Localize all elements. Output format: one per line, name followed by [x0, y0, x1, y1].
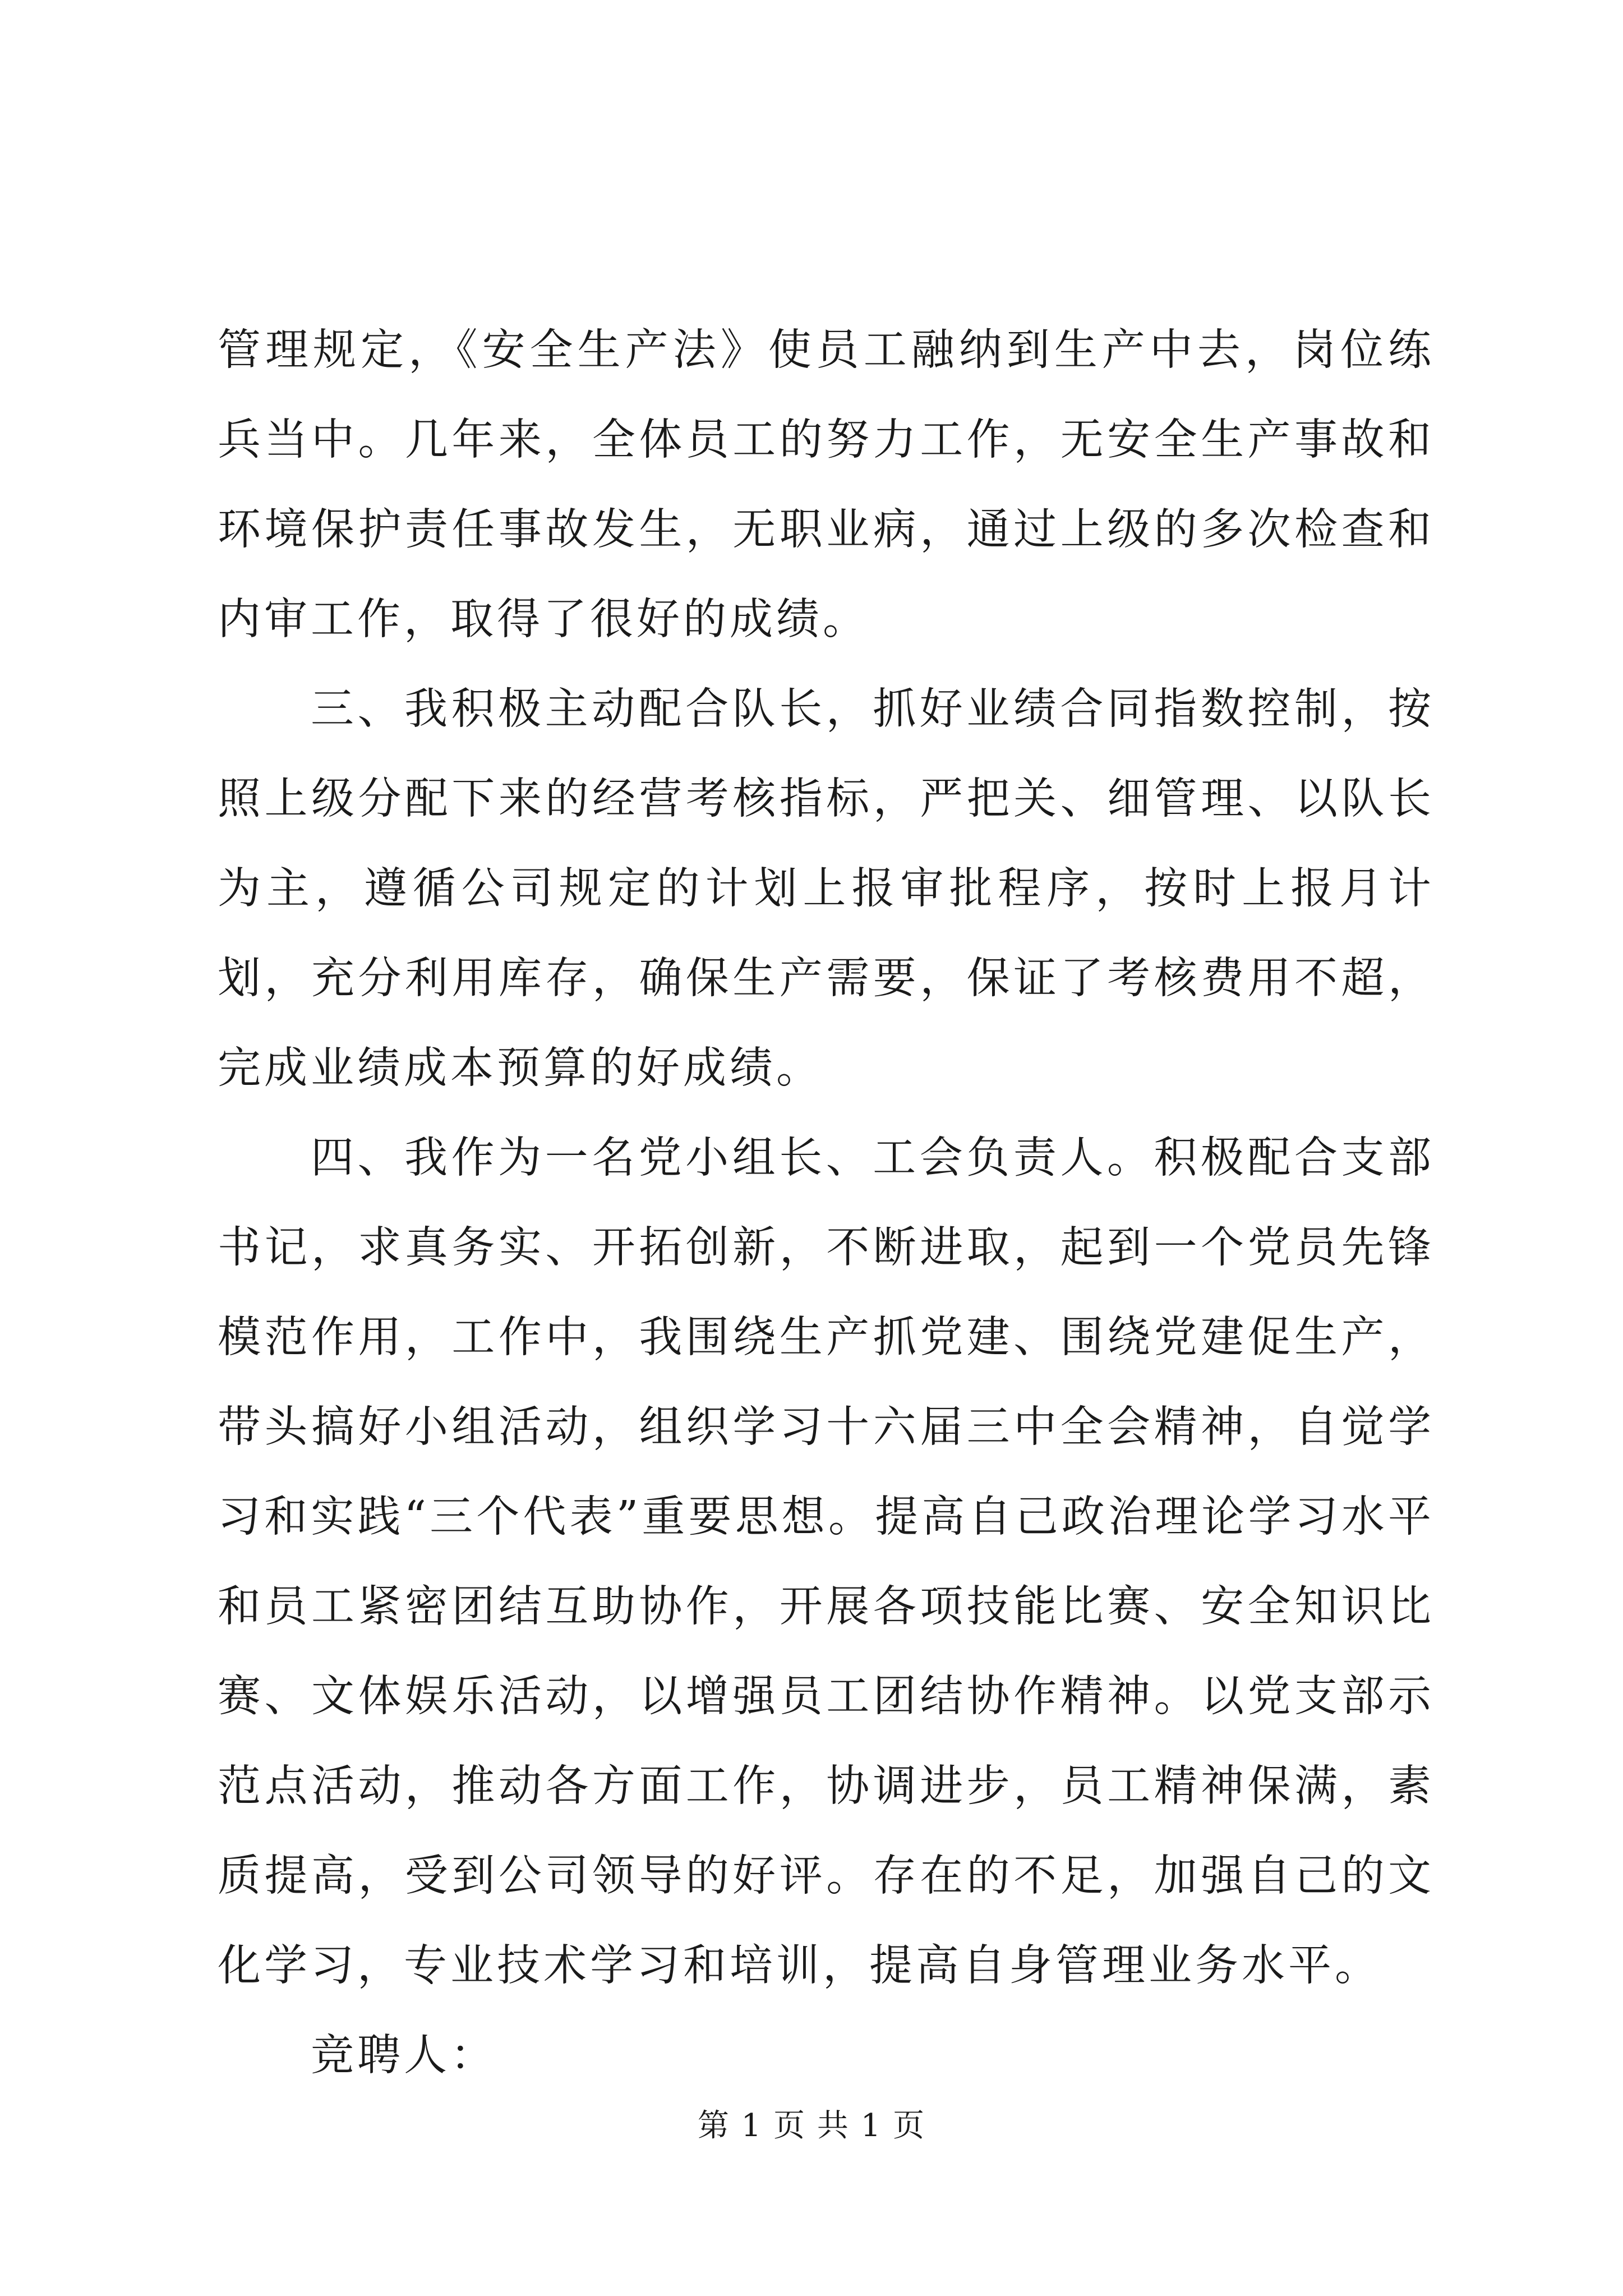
page-footer: 第 1 页 共 1 页 — [697, 2108, 926, 2144]
signature-label: 竞聘人： — [311, 2031, 497, 2081]
paragraph-safety-results: 管理规定，《安全生产法》使员工融纳到生产中去，岗位练兵当中。几年来，全体员工的努力工作，无安全生产事故和环境保护责任事故发生，无职业病，通过上级的多次检查和内审工作，取得了很好的成绩。 — [218, 325, 1435, 645]
document-body — [218, 306, 1435, 2101]
paragraph-section-four: 四、我作为一名党小组长、工会负责人。积极配合支部书记，求真务实、开拓创新，不断进取，起到一个党员先锋模范作用，工作中，我围绕生产抓党建、围绕党建促生产，带头搞好小组活动，组织学习十六届三中全会精神，自觉学习和实践“三个代表”重要思想。提高自己政治理论学习水平和员工紧密团结互助协作，开展各项技能比赛、安全知识比赛、文体娱乐活动，以增强员工团结协作精神。以党支部示范点活动，推动各方面工作，协调进步，员工精神保满，素质提高，受到公司领导的好评。存在的不足，加强自己的文化学习，专业技术学习和培训，提高自身管理业务水平。 — [218, 1133, 1435, 1991]
paragraph-section-three: 三、我积极主动配合队长，抓好业绩合同指数控制，按照上级分配下来的经营考核指标，严把关、细管理、以队长为主，遵循公司规定的计划上报审批程序，按时上报月计划，充分利用库存，确保生产需要，保证了考核费用不超，完成业绩成本预算的好成绩。 — [218, 684, 1435, 1093]
